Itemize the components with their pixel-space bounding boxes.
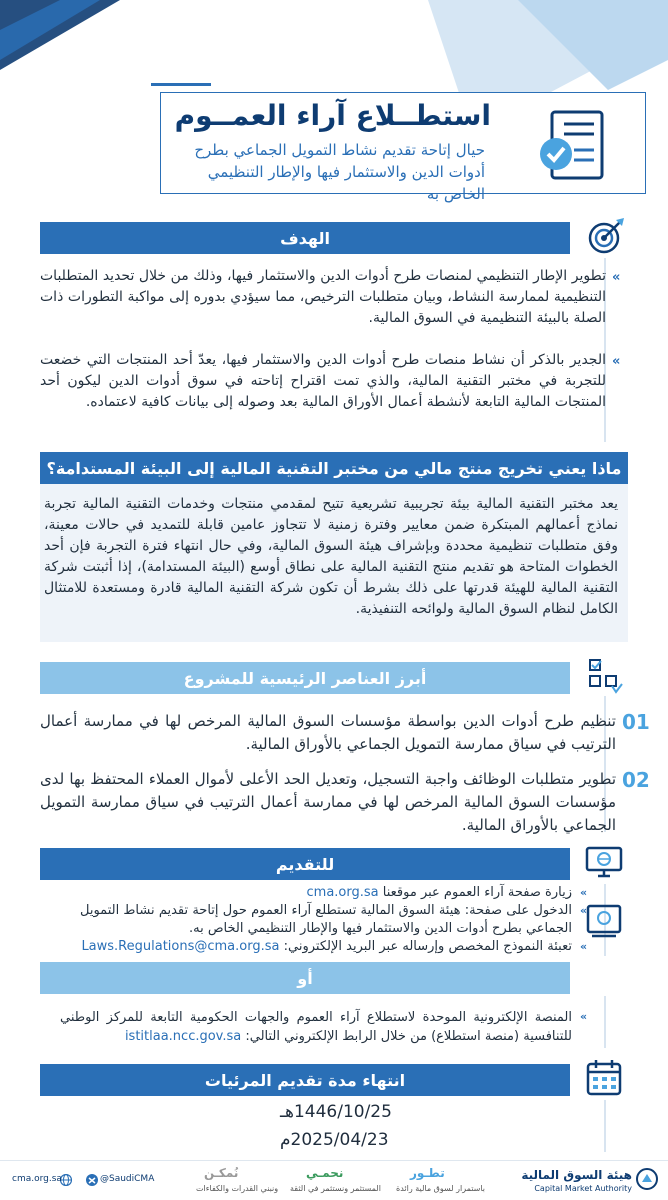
survey-document-icon bbox=[530, 104, 614, 188]
deadline-heading: انتهاء مدة تقديم المرئيات bbox=[204, 1070, 406, 1090]
slogan-protect: نحمـي bbox=[306, 1166, 344, 1180]
deadline-hijri: 1446/10/25هـ bbox=[280, 1102, 392, 1122]
bullet-arrow-icon: « bbox=[612, 270, 621, 285]
deadline-divider bbox=[604, 1100, 606, 1152]
website-link[interactable]: cma.org.sa bbox=[12, 1174, 62, 1184]
slogan-enable-sub: ونبني القدرات والكفاءات bbox=[196, 1184, 279, 1193]
deadline-heading-bar bbox=[40, 1064, 570, 1096]
alt-divider bbox=[604, 996, 606, 1048]
element-item-2: تطوير متطلبات الوظائف واجبة التسجيل، وتعديل الحد الأعلى لأموال العملاء المحتفظ بها لدى مؤسسات السوق المالية المرخص لها في ممارسة أعمال الترتيب في سياق ممارسة التمويل الجماعي بالأوراق المالية. bbox=[40, 770, 616, 834]
slogan-enable: نُمكـن bbox=[204, 1166, 239, 1180]
target-icon bbox=[586, 216, 626, 256]
submit-step-1 bbox=[100, 884, 572, 902]
bullet-arrow-icon: « bbox=[580, 904, 588, 917]
goal-heading-bar bbox=[40, 222, 570, 254]
slogan-evolve: تطـور bbox=[410, 1166, 445, 1180]
submit-heading: للتقديم bbox=[275, 854, 335, 874]
bullet-arrow-icon: « bbox=[580, 1010, 588, 1023]
item-number-2: 02 bbox=[622, 768, 650, 792]
bullet-arrow-icon: « bbox=[612, 354, 621, 369]
elements-heading-bar bbox=[40, 662, 570, 694]
submit-step-2: الدخول على صفحة: هيئة السوق المالية تستطلع آراء العموم حول إتاحة تقديم نشاط التمويل الجماعي بطرح أدوات الدين والاستثمار فيها والإطار التنظيمي الخاص به. bbox=[80, 903, 572, 936]
bullet-arrow-icon: « bbox=[580, 940, 588, 953]
submit-step-3 bbox=[80, 938, 572, 956]
checklist-icon bbox=[586, 656, 626, 696]
page-title: استطــلاع آراء العمــوم bbox=[174, 99, 491, 132]
item-number-1: 01 bbox=[622, 710, 650, 734]
goal-paragraph-1: تطوير الإطار التنظيمي لمنصات طرح أدوات الدين والاستثمار فيها، وذلك من خلال تحديد المتطلبات التنظيمية لممارسة النشاط، وبيان متطلبات الترخيص، مما سيؤدي بدوره إلى مواكبة التطورات ذات الصلة بالبيئة التنظيمية في السوق المالية. bbox=[40, 268, 606, 326]
fintech-paragraph: يعد مختبر التقنية المالية بيئة تجريبية تشريعية تتيح لمقدمي منتجات وخدمات التقنية المالية تجربة نماذج أعمالهم المبتكرة ضمن معايير وفترة زمنية لا تتجاوز عامين قابلة للتمديد في حالات معينة، وفق متطلبات تنظيمية محددة وبإشراف هيئة السوق المالية، وفي حال انتهاء فترة التجربة فإن أحد الخطوات المتاحة هو تقديم منتج التقنية المالية على نطاق أوسع (البيئة المستدامة)، إذا أثبتت شركة التقنية المالية للهيئة قدرتها على ذلك بشرط أن تكون شركة التقنية المالية قادرة ومستعدة للامتثال الكامل لنظام السوق المالية ولوائحه التنفيذية. bbox=[44, 496, 618, 617]
fintech-heading: ماذا يعني تخريج منتج مالي من مختبر التقنية المالية إلى البيئة المستدامة؟ bbox=[46, 458, 622, 478]
deadline-gregorian: 2025/04/23م bbox=[280, 1130, 389, 1150]
alt-submission-text: المنصة الإلكترونية الموحدة لاستطلاع آراء العموم والجهات الحكومية التابعة للمركز الوطني للتنافسية (منصة استطلاع) من خلال الرابط الإلكتروني التالي: bbox=[60, 1010, 572, 1044]
page-subtitle: حيال إتاحة تقديم نشاط التمويل الجماعي بطرح أدوات الدين والاستثمار فيها والإطار التنظيمي الخاص به bbox=[194, 141, 485, 203]
submit-step-3-text: تعبئة النموذج المخصص وإرساله عبر البريد الإلكتروني: bbox=[283, 939, 572, 954]
twitter-handle[interactable]: @SaudiCMA bbox=[100, 1174, 155, 1184]
bullet-arrow-icon: « bbox=[580, 886, 588, 899]
elements-heading: أبرز العناصر الرئيسية للمشروع bbox=[183, 668, 427, 688]
istitlaa-link[interactable]: istitlaa.ncc.gov.sa bbox=[124, 1029, 242, 1044]
goal-paragraph-2: الجدير بالذكر أن نشاط منصات طرح أدوات الدين والاستثمار فيها، يعدّ أحد المنتجات التي خضعت للتجربة في مختبر التقنية المالية، والذي تمت اقتراح إتاحته في سوق أدوات الدين ليكون أحد المنتجات المالية التابعة لأنشطة أعمال الأوراق المالية بعد وصوله إلى بيانات كافية لاعتماده. bbox=[40, 352, 606, 410]
footer-divider bbox=[0, 1160, 668, 1161]
slogan-evolve-sub: باستمرار لسوق مالية رائدة bbox=[396, 1184, 486, 1193]
calendar-icon bbox=[584, 1058, 624, 1098]
element-item-1: تنظيم طرح أدوات الدين بواسطة مؤسسات السوق المالية المرخص لها في ممارسة أعمال الترتيب في سياق ممارسة التمويل الجماعي بالأوراق المالية. bbox=[40, 712, 616, 753]
alt-submission bbox=[60, 1008, 572, 1046]
cma-website-link[interactable]: cma.org.sa bbox=[306, 885, 379, 900]
slogan-protect-sub: المستثمر ونستثمر في الثقة bbox=[290, 1184, 381, 1193]
fintech-heading-bar bbox=[40, 452, 628, 484]
footer bbox=[0, 1160, 668, 1200]
or-bar bbox=[40, 962, 570, 994]
org-name-en: Capital Market Authority bbox=[534, 1184, 632, 1193]
web-form-icon bbox=[584, 902, 624, 942]
computer-monitor-icon bbox=[584, 842, 624, 882]
twitter-icon bbox=[86, 1174, 98, 1186]
or-label: أو bbox=[297, 968, 313, 988]
cma-logo-icon bbox=[636, 1168, 658, 1190]
submit-step-1-text: زيارة صفحة آراء العموم عبر موقعنا bbox=[382, 885, 572, 900]
goal-heading: الهدف bbox=[280, 228, 330, 248]
email-link[interactable]: Laws.Regulations@cma.org.sa bbox=[81, 939, 280, 954]
top-left-decoration bbox=[0, 0, 120, 70]
org-name-ar: هيئة السوق المالية bbox=[521, 1168, 632, 1182]
submit-heading-bar bbox=[40, 848, 570, 880]
